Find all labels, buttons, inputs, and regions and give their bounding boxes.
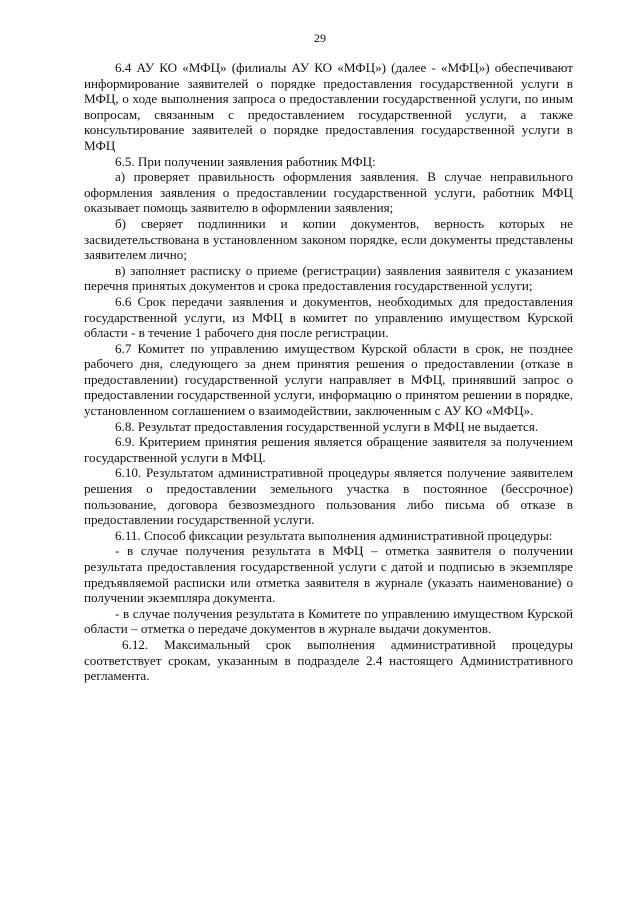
paragraph-6-11-committee: - в случае получения результата в Комитете по управлению имуществом Курской области – отметка о передаче документов в журнале выдачи документов. xyxy=(84,605,573,637)
document-body xyxy=(84,60,573,684)
paragraph-6-5-b: б) сверяет подлинники и копии документов, верность которых не засвидетельствована в установленном законом порядке, если документы представлены заявителем лично; xyxy=(84,215,573,263)
paragraph-6-4: 6.4 АУ КО «МФЦ» (филиалы АУ КО «МФЦ») (далее - «МФЦ») обеспечивают информирование заявителей о порядке предоставления государственной услуги в МФЦ, о ходе выполнения запроса о предоставлении государственной услуги, по иным вопросам, связанным с предоставлением государственной услуги, а также консультирование заявителей о порядке предоставления государственной услуги в МФЦ xyxy=(84,60,573,153)
paragraph-6-11-mfc: - в случае получения результата в МФЦ – отметка заявителя о получении результата предоставления государственной услуги с датой и подписью в экземпляре предъявляемой расписки или отметка заявителя в журнале (указать наименование) о получении экземпляра документа. xyxy=(84,543,573,606)
paragraph-6-10: 6.10. Результатом административной процедуры является получение заявителем решения о предоставлении земельного участка в постоянное (бессрочное) пользование, договора безвозмездного пользования либо письма об отказе в предоставлении государственной услуги. xyxy=(84,465,573,528)
paragraph-6-9: 6.9. Критерием принятия решения является обращение заявителя за получением государственной услуги в МФЦ. xyxy=(84,434,573,465)
paragraph-6-12: 6.12. Максимальный срок выполнения административной процедуры соответствует срокам, указанным в подразделе 2.4 настоящего Административного регламента. xyxy=(84,636,573,684)
paragraph-6-11: 6.11. Способ фиксации результата выполнения административной процедуры: xyxy=(115,527,553,543)
paragraph-6-6: 6.6 Срок передачи заявления и документов, необходимых для предоставления государственной услуги, из МФЦ в комитет по управлению имуществом Курской области - в течение 1 рабочего дня после регистрации. xyxy=(84,293,573,341)
paragraph-6-5-a: а) проверяет правильность оформления заявления. В случае неправильного оформления заявления о предоставлении государственной услуги, работник МФЦ оказывает помощь заявителю в оформлении заявления; xyxy=(84,169,573,216)
page-number: 29 xyxy=(314,31,326,45)
paragraph-6-7: 6.7 Комитет по управлению имуществом Курской области в срок, не позднее рабочего дня, следующего за днем принятия решения о предоставлении (отказе в предоставлении) государственной услуги направляет в МФЦ, принявший запрос о предоставлении государственной услуги, информацию о принятом решении в порядке, установленном соглашением о взаимодействии, заключенным с АУ КО «МФЦ». xyxy=(84,340,573,419)
paragraph-6-5-v: в) заполняет расписку о приеме (регистрации) заявления заявителя с указанием перечня принятых документов и срока предоставления государственной услуги; xyxy=(84,262,573,294)
paragraph-6-5: 6.5. При получении заявления работник МФЦ: xyxy=(115,153,376,169)
paragraph-6-8: 6.8. Результат предоставления государственной услуги в МФЦ не выдается. xyxy=(115,418,539,434)
